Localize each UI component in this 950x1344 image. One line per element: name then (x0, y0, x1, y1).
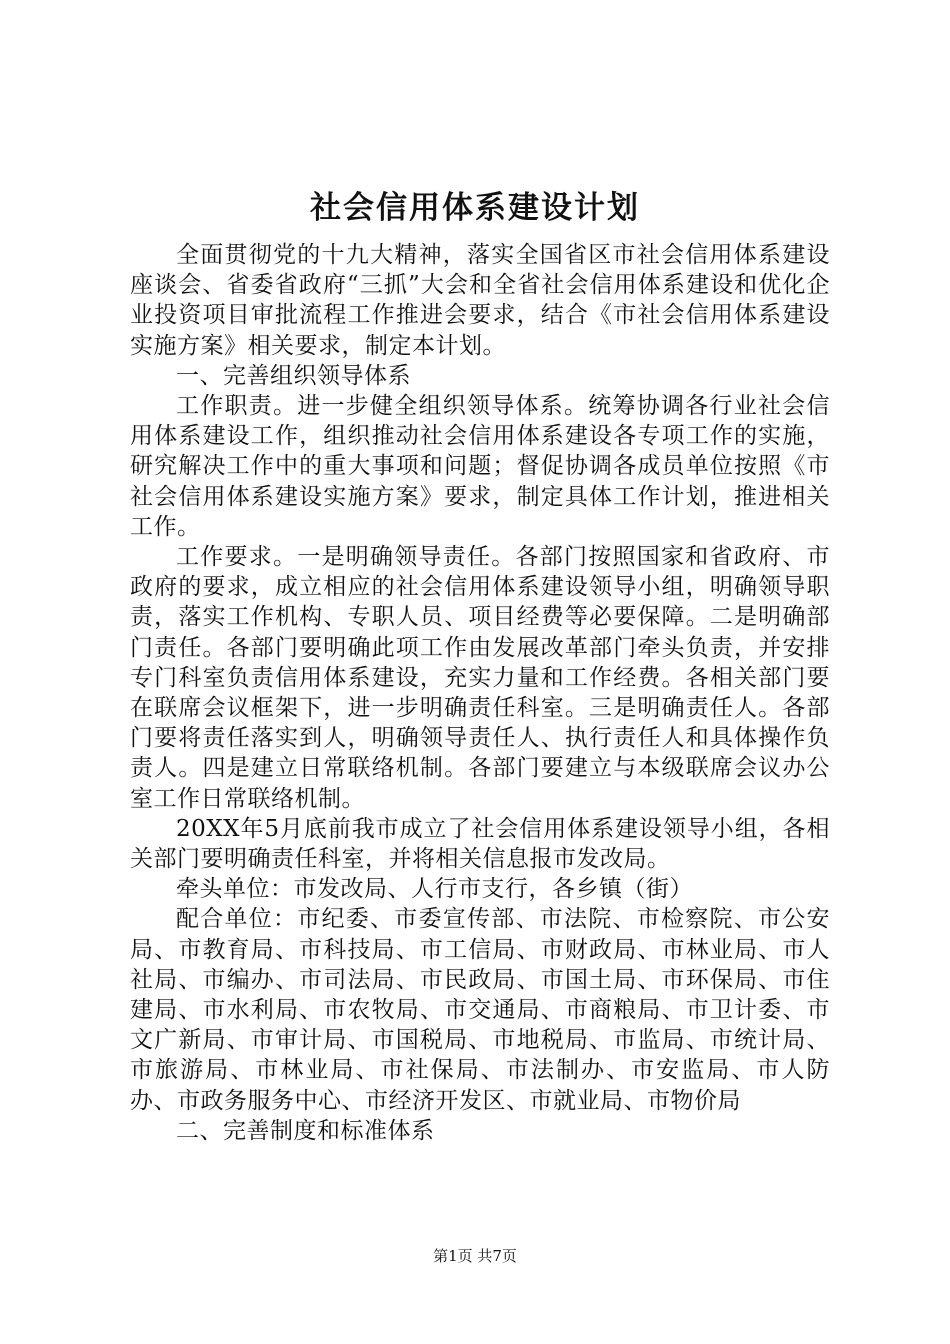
page-footer: 第1页 共7页 (433, 1247, 517, 1265)
requirements-paragraph: 工作要求。一是明确领导责任。各部门按照国家和省政府、市政府的要求，成立相应的社会信用体系建设领导小组，明确领导职责，落实工作机构、专职人员、项目经费等必要保障。二是明确部门责任。各部门要明确此项工作由发展改革部门牵头负责，并安排专门科室负责信用体系建设，充实力量和工作经费。各相关部门要在联席会议框架下，进一步明确责任科室。三是明确责任人。各部门要将责任落实到人，明确领导责任人、执行责任人和具体操作负责人。四是建立日常联络机制。各部门要建立与本级联席会议办公室工作日常联络机制。 (130, 544, 830, 812)
lead-units-paragraph: 牵头单位：市发改局、人行市支行，各乡镇（街） (176, 876, 693, 903)
section-heading-1: 一、完善组织领导体系 (176, 362, 411, 389)
cooperating-units-paragraph: 配合单位：市纪委、市委宣传部、市法院、市检察院、市公安局、市教育局、市科技局、市工信局、市财政局、市林业局、市人社局、市编办、市司法局、市民政局、市国土局、市环保局、市住建局、市水利局、市农牧局、市交通局、市商粮局、市卫计委、市文广新局、市审计局、市国税局、市地税局、市监局、市统计局、市旅游局、市林业局、市社保局、市法制办、市安监局、市人防办、市政务服务中心、市经济开发区、市就业局、市物价局 (130, 906, 830, 1114)
document-title: 社会信用体系建设计划 (310, 190, 640, 226)
duties-paragraph: 工作职责。进一步健全组织领导体系。统筹协调各行业社会信用体系建设工作，组织推动社会信用体系建设各专项工作的实施，研究解决工作中的重大事项和问题；督促协调各成员单位按照《市社会信用体系建设实施方案》要求，制定具体工作计划，推进相关工作。 (130, 393, 830, 540)
document-body (130, 240, 830, 1146)
deadline-paragraph: 20XX年5月底前我市成立了社会信用体系建设领导小组，各相关部门要明确责任科室，并将相关信息报市发改局。 (130, 815, 830, 873)
intro-paragraph: 全面贯彻党的十九大精神，落实全国省区市社会信用体系建设座谈会、省委省政府“三抓”大会和全省社会信用体系建设和优化企业投资项目审批流程工作推进会要求，结合《市社会信用体系建设实施方案》相关要求，制定本计划。 (130, 242, 830, 359)
section-heading-2: 二、完善制度和标准体系 (176, 1117, 435, 1144)
